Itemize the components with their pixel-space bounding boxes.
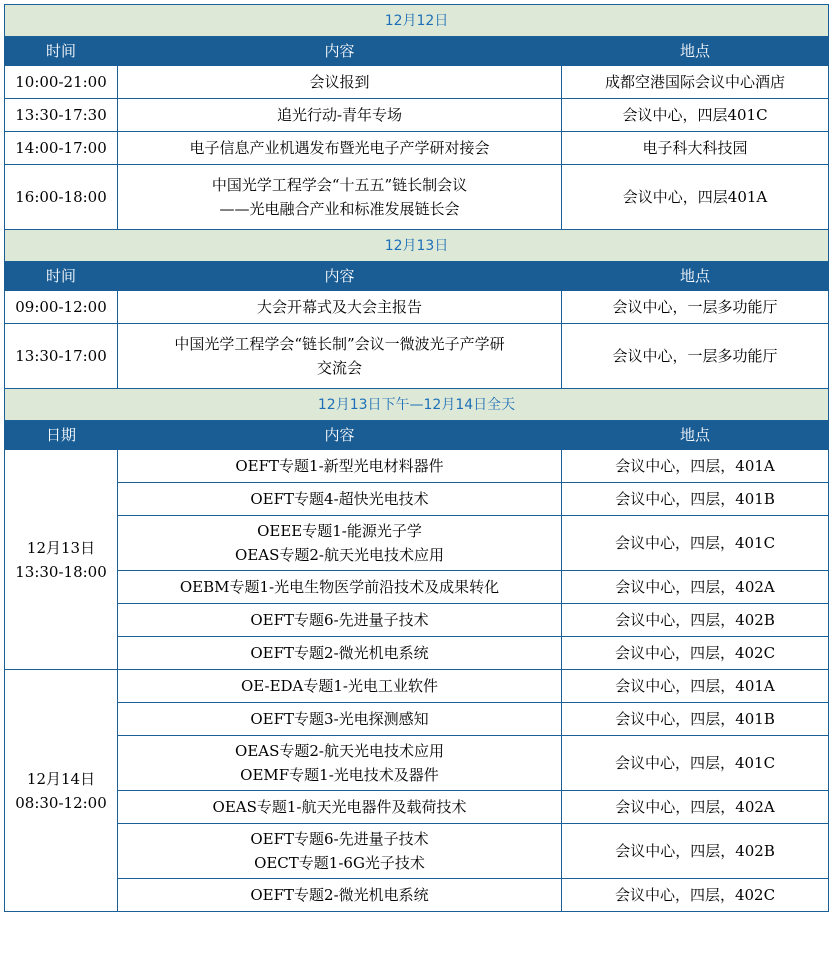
table-row [5, 324, 829, 389]
header-content: 内容 [118, 421, 562, 450]
content-cell [118, 736, 562, 791]
header-time: 时间 [5, 262, 118, 291]
day-banner: 12月12日 [5, 5, 829, 37]
header-time: 时间 [5, 37, 118, 66]
header-place: 地点 [562, 37, 829, 66]
table-row [5, 670, 829, 703]
place-cell: 会议中心，四层，401C [562, 736, 829, 791]
content-cell: OEFT专题1-新型光电材料器件 [118, 450, 562, 483]
header-content: 内容 [118, 262, 562, 291]
place-cell: 会议中心，四层，401A [562, 450, 829, 483]
table-row [5, 879, 829, 912]
place-cell: 会议中心，四层，402B [562, 604, 829, 637]
time-label: 13:30-18:00 [15, 562, 107, 581]
table-row [5, 165, 829, 230]
content-line: OEMF专题1-光电技术及器件 [240, 766, 439, 784]
table-row [5, 450, 829, 483]
header-row [5, 37, 829, 66]
table-row [5, 132, 829, 165]
header-content: 内容 [118, 37, 562, 66]
date-label: 12月13日 [26, 538, 96, 557]
place-cell: 会议中心，四层，402C [562, 879, 829, 912]
time-cell: 14:00-17:00 [5, 132, 118, 165]
place-cell: 会议中心，四层，402B [562, 824, 829, 879]
place-cell: 会议中心，一层多功能厅 [562, 291, 829, 324]
table-row [5, 736, 829, 791]
content-cell [118, 516, 562, 571]
place-cell: 会议中心，四层，401A [562, 670, 829, 703]
place-cell: 会议中心，四层，402A [562, 791, 829, 824]
content-line: OEAS专题2-航天光电技术应用 [235, 742, 444, 760]
place-cell: 成都空港国际会议中心酒店 [562, 66, 829, 99]
content-cell: OEFT专题2-微光机电系统 [118, 879, 562, 912]
place-cell: 电子科大科技园 [562, 132, 829, 165]
table-row [5, 99, 829, 132]
table-row [5, 791, 829, 824]
content-cell: 会议报到 [118, 66, 562, 99]
schedule-sheet [4, 4, 829, 912]
time-cell: 13:30-17:30 [5, 99, 118, 132]
time-cell: 09:00-12:00 [5, 291, 118, 324]
time-cell: 13:30-17:00 [5, 324, 118, 389]
content-cell: OEBM专题1-光电生物医学前沿技术及成果转化 [118, 571, 562, 604]
content-line: OEAS专题2-航天光电技术应用 [235, 546, 444, 564]
header-place: 地点 [562, 421, 829, 450]
content-line: ——光电融合产业和标准发展链长会 [219, 200, 460, 218]
date-cell [5, 450, 118, 670]
table-row [5, 824, 829, 879]
date-label: 12月14日 [26, 769, 96, 788]
place-cell: 会议中心，一层多功能厅 [562, 324, 829, 389]
content-cell [118, 165, 562, 230]
place-cell: 会议中心，四层，401B [562, 703, 829, 736]
content-cell [118, 324, 562, 389]
day-banner: 12月13日 [5, 230, 829, 262]
content-cell: OEFT专题6-先进量子技术 [118, 604, 562, 637]
table-row [5, 483, 829, 516]
content-cell: OEAS专题1-航天光电器件及载荷技术 [118, 791, 562, 824]
time-label: 08:30-12:00 [15, 793, 107, 812]
table-row [5, 516, 829, 571]
content-line: 中国光学工程学会“十五五”链长制会议 [211, 176, 468, 194]
content-line: OEFT专题6-先进量子技术 [250, 830, 429, 848]
content-cell: 追光行动-青年专场 [118, 99, 562, 132]
place-cell: 会议中心，四层，402C [562, 637, 829, 670]
table-row [5, 604, 829, 637]
content-line: 中国光学工程学会“链长制”会议一微波光子产学研 [174, 335, 505, 353]
place-cell: 会议中心，四层401A [562, 165, 829, 230]
content-cell: OEFT专题2-微光机电系统 [118, 637, 562, 670]
header-row [5, 421, 829, 450]
content-cell: OEFT专题4-超快光电技术 [118, 483, 562, 516]
day-banner-row [5, 389, 829, 421]
content-cell: 电子信息产业机遇发布暨光电子产学研对接会 [118, 132, 562, 165]
content-cell: OE-EDA专题1-光电工业软件 [118, 670, 562, 703]
schedule-table [4, 4, 829, 912]
table-row [5, 66, 829, 99]
content-line: 交流会 [316, 359, 362, 377]
header-place: 地点 [562, 262, 829, 291]
content-cell: OEFT专题3-光电探测感知 [118, 703, 562, 736]
table-row [5, 571, 829, 604]
table-row [5, 637, 829, 670]
day-banner-row [5, 230, 829, 262]
day-banner: 12月13日下午—12月14日全天 [5, 389, 829, 421]
content-line: OECT专题1-6G光子技术 [254, 854, 425, 872]
place-cell: 会议中心，四层401C [562, 99, 829, 132]
header-date: 日期 [5, 421, 118, 450]
date-cell [5, 670, 118, 912]
header-row [5, 262, 829, 291]
place-cell: 会议中心，四层，401C [562, 516, 829, 571]
content-cell [118, 824, 562, 879]
table-row [5, 703, 829, 736]
time-cell: 10:00-21:00 [5, 66, 118, 99]
content-cell: 大会开幕式及大会主报告 [118, 291, 562, 324]
place-cell: 会议中心，四层，402A [562, 571, 829, 604]
table-row [5, 291, 829, 324]
content-line: OEEE专题1-能源光子学 [257, 522, 422, 540]
day-banner-row [5, 5, 829, 37]
time-cell: 16:00-18:00 [5, 165, 118, 230]
place-cell: 会议中心，四层，401B [562, 483, 829, 516]
